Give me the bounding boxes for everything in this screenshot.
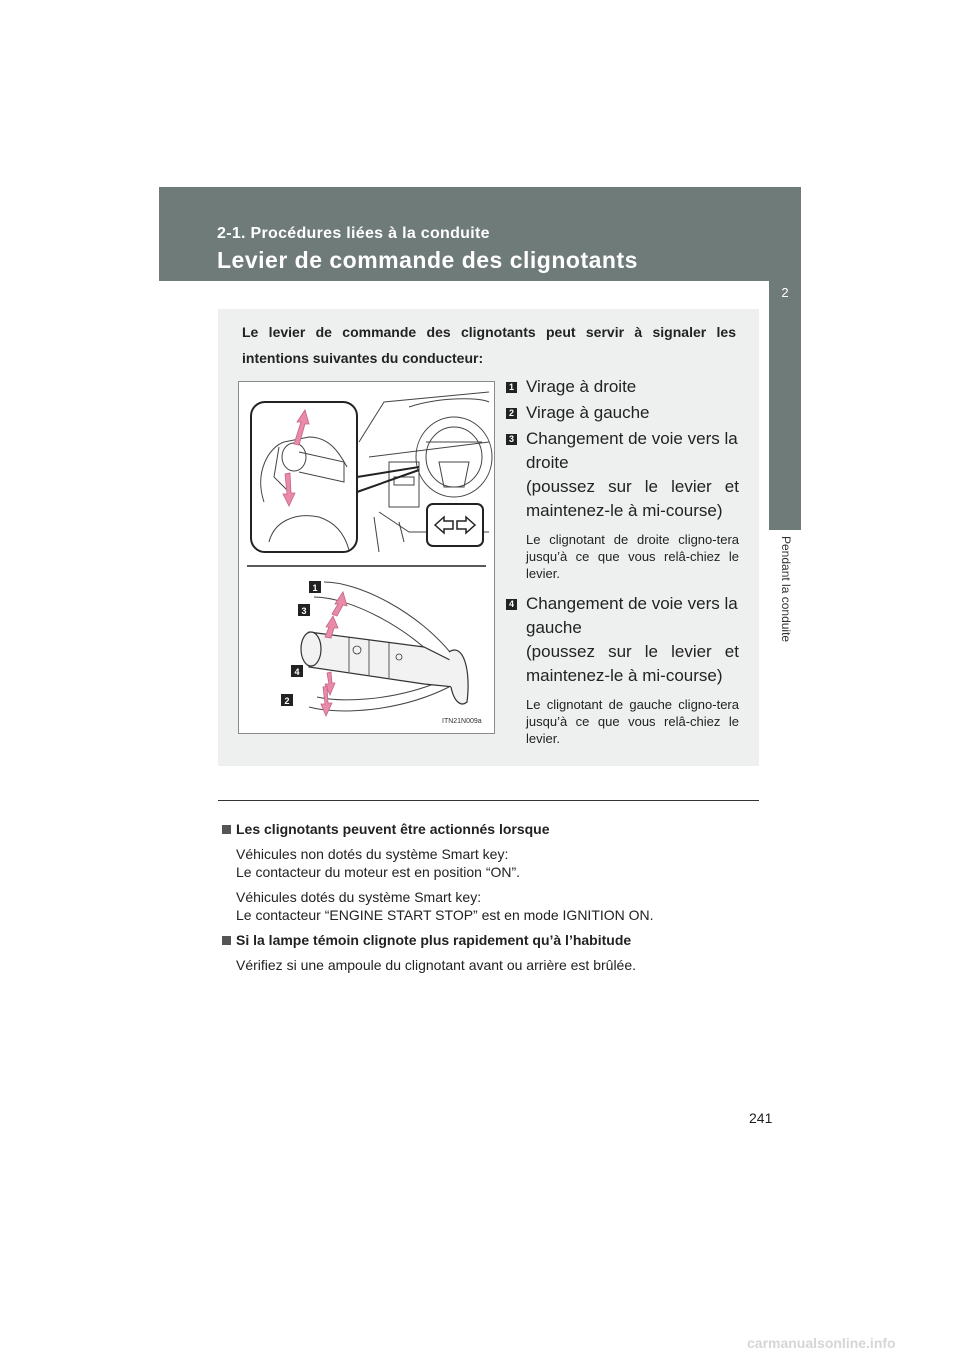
section-header <box>159 187 801 281</box>
note-heading-text: Les clignotants peuvent être actionnés lorsque <box>236 821 550 837</box>
notes-section <box>222 820 762 974</box>
note-paragraph <box>222 888 762 924</box>
chapter-label: Pendant la conduite <box>779 536 793 643</box>
item-title: Changement de voie vers la gauche <box>526 594 738 637</box>
item-title: Virage à gauche <box>526 403 650 422</box>
lever-illustration-svg <box>239 382 494 733</box>
item-number-badge: 4 <box>506 599 517 610</box>
page-number: 241 <box>749 1110 773 1126</box>
list-item <box>506 401 739 425</box>
note-line: Véhicules dotés du système Smart key: <box>236 889 482 905</box>
item-title: Changement de voie vers la droite <box>526 429 738 472</box>
callout-2: 2 <box>284 696 290 706</box>
item-number-badge: 2 <box>506 408 517 419</box>
section-label: 2-1. Procédures liées à la conduite <box>217 225 490 242</box>
note-heading-text: Si la lampe témoin clignote plus rapidement qu’à l’habitude <box>236 932 632 948</box>
note-heading <box>222 820 762 838</box>
callout-3: 3 <box>301 606 307 616</box>
list-item <box>506 427 739 582</box>
intro-text: Le levier de commande des clignotants peut servir à signaler les intentions suivantes du conducteur: <box>242 324 736 366</box>
chapter-label-wrap <box>769 530 801 680</box>
item-detail: (poussez sur le levier et maintenez-le à mi-course) <box>526 477 739 520</box>
item-number-badge: 3 <box>506 434 517 445</box>
note-paragraph <box>222 845 762 881</box>
note-line: Le contacteur “ENGINE START STOP” est en mode IGNITION ON. <box>236 907 654 923</box>
square-bullet-icon <box>222 936 231 945</box>
lever-illustration <box>238 381 495 734</box>
note-heading <box>222 931 762 949</box>
list-item <box>506 375 739 399</box>
callout-1: 1 <box>312 583 318 593</box>
square-bullet-icon <box>222 825 231 834</box>
page-title: Levier de commande des clignotants <box>217 247 638 273</box>
item-detail: (poussez sur le levier et maintenez-le à mi-course) <box>526 642 739 685</box>
note-line: Vérifiez si une ampoule du clignotant avant ou arrière est brûlée. <box>236 957 637 973</box>
item-title: Virage à droite <box>526 377 637 396</box>
chapter-tab[interactable] <box>769 264 801 530</box>
signal-items-list <box>506 375 739 747</box>
item-note: Le clignotant de droite cligno-tera jusqu’à ce que vous relâ-chiez le levier. <box>526 532 739 581</box>
instruction-panel <box>218 309 759 766</box>
note-line: Véhicules non dotés du système Smart key: <box>236 846 509 862</box>
chapter-number: 2 <box>781 285 789 300</box>
callout-4: 4 <box>294 667 300 677</box>
item-number-badge: 1 <box>506 382 517 393</box>
figure-code: ITN21N009a <box>442 718 482 725</box>
list-item <box>506 592 739 747</box>
note-line: Le contacteur du moteur est en position “ON”. <box>236 864 521 880</box>
item-note: Le clignotant de gauche cligno-tera jusqu’à ce que vous relâ-chiez le levier. <box>526 697 739 746</box>
section-divider <box>218 800 759 801</box>
site-watermark[interactable]: carmanualsonline.info <box>747 1335 896 1351</box>
note-paragraph <box>222 956 762 974</box>
